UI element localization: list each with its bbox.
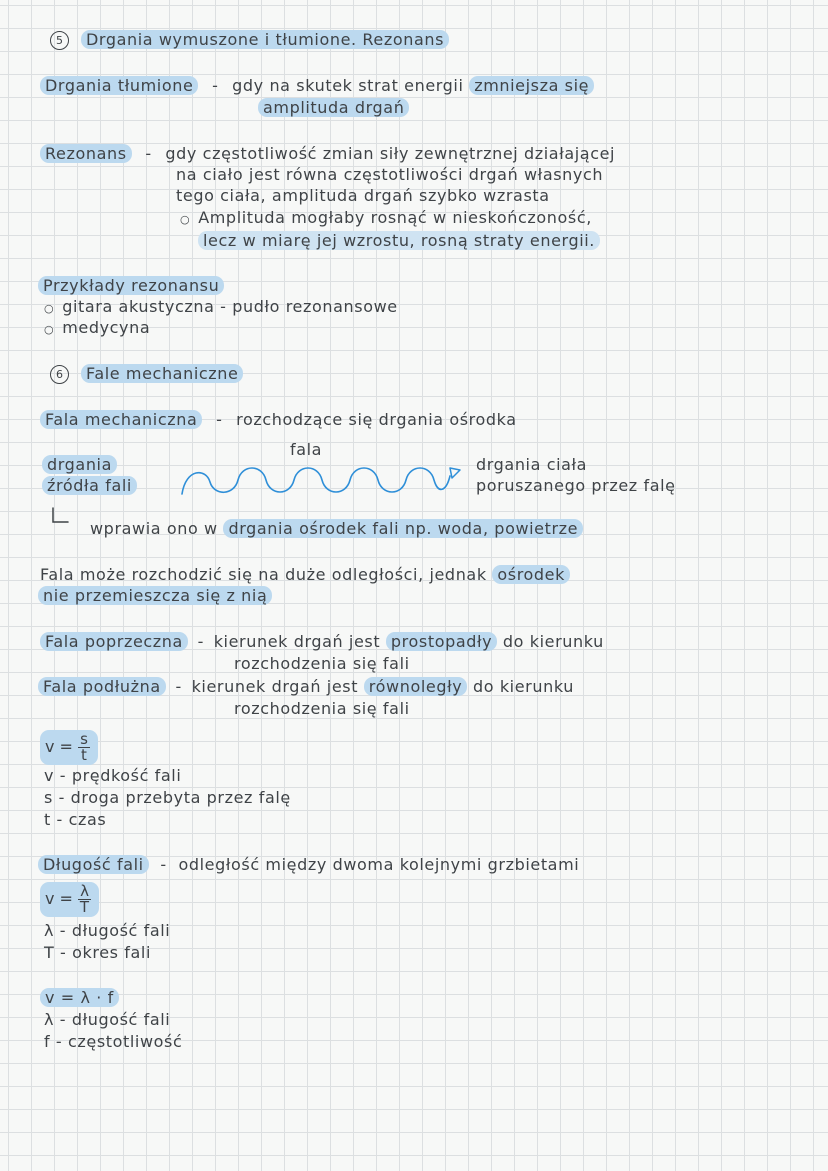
formula-period-lhs: v = (45, 889, 73, 908)
formula-velocity-hl (40, 730, 98, 765)
formula-period-numerator: λ (80, 882, 89, 900)
formula-velocity-lhs: v = (45, 737, 73, 756)
longitudinal-def-post: do kierunku (467, 677, 574, 696)
wavelength-line (38, 855, 579, 875)
section-6-title: Fale mechaniczne (81, 364, 243, 383)
travel-line-1-pre: Fala może rozchodzić się na duże odległości, jednak (40, 565, 493, 584)
wave-note-hl: drgania ośrodek fali np. woda, powietrze (223, 519, 583, 538)
wavelength-term: Długość fali (38, 855, 149, 874)
longitudinal-def-hl: równoległy (364, 677, 468, 696)
examples-heading-text: Przykłady rezonansu (38, 276, 224, 295)
section-5-number: 5 (50, 31, 69, 50)
examples-item-2-text: medycyna (62, 318, 151, 337)
bullet-icon: ○ (180, 213, 191, 226)
transverse-def-hl: prostopadły (386, 632, 497, 651)
examples-item-1 (44, 297, 398, 319)
transverse-def-post: do kierunku (497, 632, 604, 651)
longitudinal-def-pre: kierunek drgań jest (191, 677, 364, 696)
damped-dash: - (212, 76, 219, 95)
wavelength-definition: odległość między dwoma kolejnymi grzbietami (178, 855, 580, 874)
formula-period-hl (40, 882, 99, 917)
formula-velocity-legend-1: v - prędkość fali (44, 766, 182, 785)
travel-line-1 (40, 565, 570, 585)
formula-velocity-legend-3: t - czas (44, 810, 107, 829)
examples-heading (38, 276, 224, 296)
formula-period-legend-1: λ - długość fali (44, 921, 171, 940)
section-5-heading (50, 30, 449, 50)
longitudinal-line-2: rozchodzenia się fali (234, 699, 410, 718)
resonance-term: Rezonans (40, 144, 132, 163)
diagram-target-line-2: poruszanego przez falę (476, 476, 676, 495)
formula-period (40, 882, 99, 917)
damped-def-line2: amplituda drgań (258, 98, 409, 117)
bullet-icon: ○ (44, 323, 55, 336)
wave-line (40, 410, 517, 430)
section-6-number: 6 (50, 365, 69, 384)
wave-note (90, 519, 583, 539)
resonance-def-line-3: tego ciała, amplituda drgań szybko wzrasta (176, 186, 550, 205)
wave-note-pre: wprawia ono w (90, 519, 224, 538)
diagram-source-line-2 (42, 476, 137, 496)
resonance-bullet-line-2 (198, 231, 600, 251)
travel-line-2 (38, 586, 272, 606)
damped-line-2 (258, 98, 409, 118)
resonance-line-1 (40, 144, 615, 164)
formula-velocity-denominator: t (81, 746, 87, 764)
diagram-target-line-1: drgania ciała (476, 455, 588, 474)
bullet-icon: ○ (44, 302, 55, 315)
wave-curve-icon (178, 462, 468, 502)
formula-velocity-fraction (78, 732, 90, 763)
examples-item-1-text: gitara akustyczna - pudło rezonansowe (62, 297, 398, 316)
transverse-dash: - (197, 632, 204, 651)
damped-term: Drgania tłumione (40, 76, 198, 95)
resonance-dash: - (145, 144, 152, 163)
formula-velocity-legend-2: s - droga przebyta przez falę (44, 788, 291, 807)
longitudinal-dash: - (175, 677, 182, 696)
transverse-line-2: rozchodzenia się fali (234, 654, 410, 673)
formula-velocity (40, 730, 98, 765)
resonance-def-line-2: na ciało jest równa częstotliwości drgań własnych (176, 165, 604, 184)
damped-line-1 (40, 76, 594, 96)
diagram-source-line-1 (42, 455, 117, 475)
diagram-source-line-2-text: źródła fali (42, 476, 137, 495)
formula-period-legend-2: T - okres fali (44, 943, 151, 962)
wavelength-dash: - (160, 855, 167, 874)
examples-item-2 (44, 318, 150, 340)
section-5-title: Drgania wymuszone i tłumione. Rezonans (81, 30, 449, 49)
longitudinal-term: Fala podłużna (38, 677, 166, 696)
formula-frequency (40, 988, 119, 1008)
diagram-source-line-1-text: drgania (42, 455, 117, 474)
formula-period-fraction (78, 884, 91, 915)
resonance-bullet-line-1 (180, 208, 592, 230)
resonance-bullet-text: Amplituda mogłaby rosnąć w nieskończoność, (198, 208, 592, 227)
formula-frequency-legend-1: λ - długość fali (44, 1010, 171, 1029)
formula-velocity-numerator: s (80, 730, 88, 748)
section-6-heading (50, 364, 243, 384)
diagram-wave-label: fala (290, 440, 323, 459)
resonance-def-line-1: gdy częstotliwość zmian siły zewnętrznej działającej (165, 144, 616, 163)
longitudinal-line-1 (38, 677, 574, 697)
transverse-line-1 (40, 632, 604, 652)
damped-def-hl: zmniejsza się (469, 76, 594, 95)
corner-arrow-icon (50, 506, 74, 528)
damped-def-pre: gdy na skutek strat energii (232, 76, 470, 95)
wave-term: Fala mechaniczna (40, 410, 202, 429)
formula-frequency-expr: v = λ · f (40, 988, 119, 1007)
wave-dash: - (216, 410, 223, 429)
travel-line-2-hl: nie przemieszcza się z nią (38, 586, 272, 605)
travel-line-1-hl: ośrodek (492, 565, 570, 584)
formula-frequency-legend-2: f - częstotliwość (44, 1032, 183, 1051)
formula-period-denominator: T (79, 898, 90, 916)
wave-definition: rozchodzące się drgania ośrodka (236, 410, 517, 429)
transverse-term: Fala poprzeczna (40, 632, 188, 651)
resonance-bullet-hl: lecz w miarę jej wzrostu, rosną straty energii. (198, 231, 600, 250)
transverse-def-pre: kierunek drgań jest (213, 632, 386, 651)
